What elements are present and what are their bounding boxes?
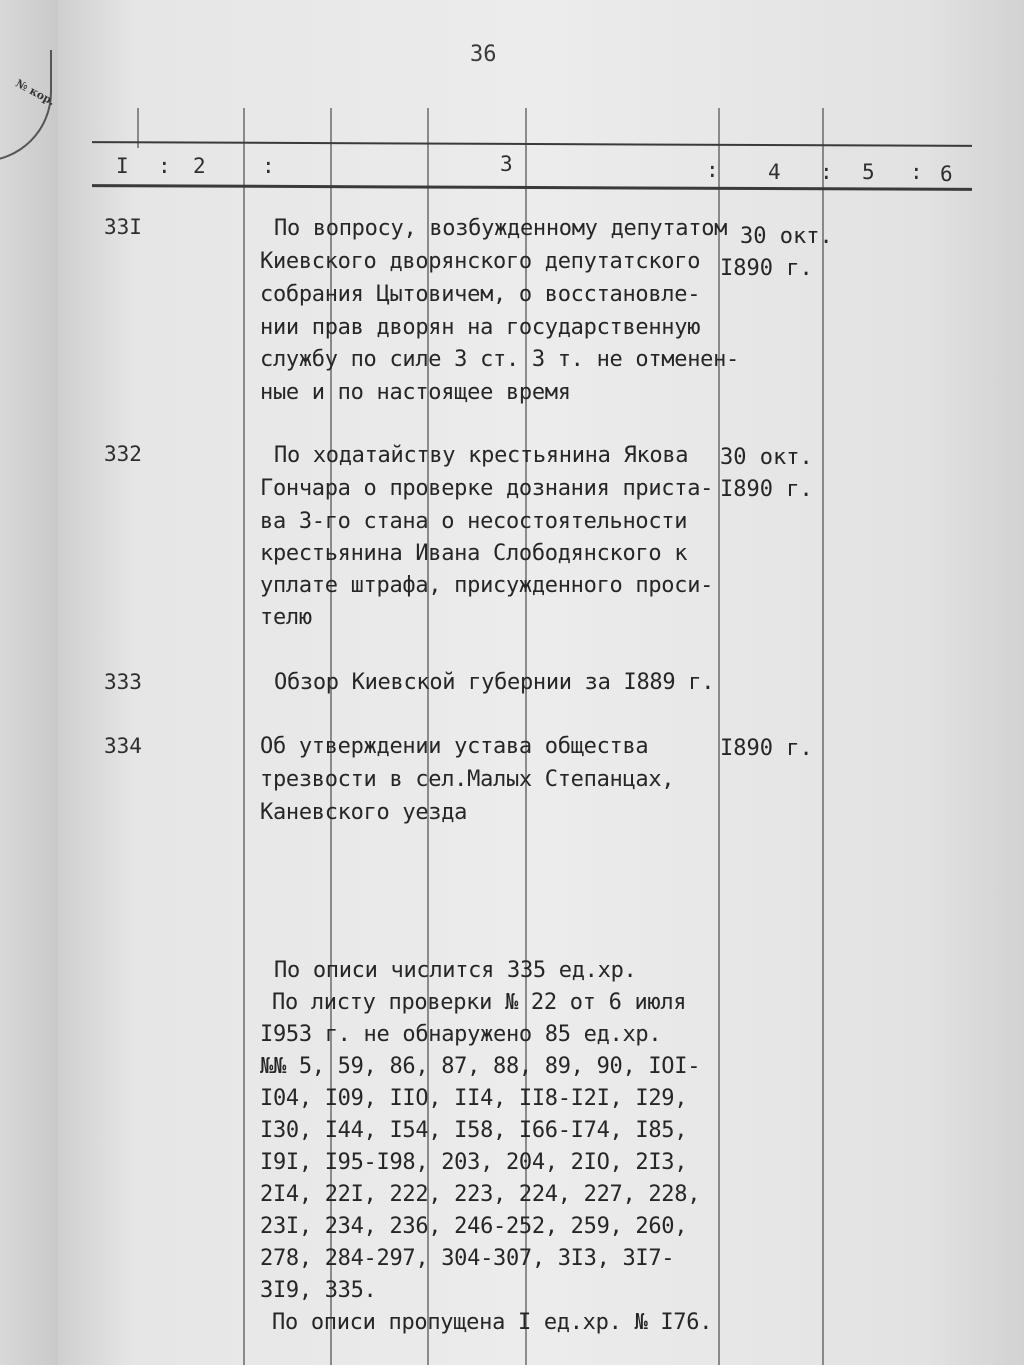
entry-number: 33I (104, 215, 142, 239)
entry-text-line: По вопросу, возбужденному депутатом (274, 216, 728, 241)
entry-number: 334 (104, 734, 142, 758)
entry-text-line: Об утверждении устава общества (260, 734, 649, 759)
entry-date: 30 окт. (740, 224, 833, 249)
entry-text-line: Обзор Киевской губернии за I889 г. (274, 670, 715, 695)
header-sep: : (706, 158, 719, 182)
header-col2: 2 (193, 154, 206, 178)
entry-date: I890 г. (720, 736, 813, 761)
entry-text-line: уплате штрафа, присужденного проси- (260, 573, 714, 598)
header-sep: : (820, 160, 833, 184)
entry-text-line: ные и по настоящее время (260, 380, 571, 405)
header-col4: 4 (768, 160, 781, 184)
entry-date: 30 окт. (720, 445, 813, 470)
summary-line: По описи пропущена I ед.хр. № I76. (272, 1310, 713, 1335)
header-col1: I (116, 154, 129, 178)
entry-text-line: Каневского уезда (260, 800, 468, 825)
entry-date: I890 г. (720, 256, 813, 281)
entry-text-line: телю (260, 605, 312, 630)
page-number: 36 (470, 42, 497, 67)
header-sep: : (158, 154, 171, 178)
summary-line: I04, I09, IIO, II4, II8-I2I, I29, (260, 1086, 688, 1111)
header-col3: 3 (500, 152, 513, 176)
summary-line: По описи числится 335 ед.хр. (274, 958, 637, 983)
column-divider (822, 108, 824, 1365)
summary-line: 2I4, 22I, 222, 223, 224, 227, 228, (260, 1182, 701, 1207)
header-col6: 6 (940, 162, 953, 186)
summary-line: 3I9, 335. (260, 1278, 377, 1303)
entry-text-line: Гончара о проверке дознания приста- (260, 476, 714, 501)
summary-line: 278, 284-297, 304-307, 3I3, 3I7- (260, 1246, 675, 1271)
entry-text-line: Киевского дворянского депутатского (260, 249, 701, 274)
summary-line: I953 г. не обнаружено 85 ед.хр. (260, 1022, 662, 1047)
header-col5: 5 (862, 160, 875, 184)
entry-text-line: ва 3-го стана о несостоятельности (260, 509, 688, 534)
header-sep: : (262, 154, 275, 178)
entry-date: I890 г. (720, 477, 813, 502)
margin-curve-decoration (0, 50, 52, 162)
summary-line: №№ 5, 59, 86, 87, 88, 89, 90, IOI- (260, 1054, 701, 1079)
header-sep: : (910, 160, 923, 184)
summary-line: I30, I44, I54, I58, I66-I74, I85, (260, 1118, 688, 1143)
summary-line: I9I, I95-I98, 203, 204, 2IO, 2I3, (260, 1150, 688, 1175)
entry-text-line: собрания Цытовичем, о восстановле- (260, 282, 701, 307)
column-divider (243, 108, 245, 1365)
entry-text-line: По ходатайству крестьянина Якова (274, 443, 689, 468)
entry-text-line: нии прав дворян на государственную (260, 315, 701, 340)
column-divider (137, 108, 139, 148)
summary-line: По листу проверки № 22 от 6 июля (272, 990, 687, 1015)
entry-number: 332 (104, 442, 142, 466)
entry-text-line: службу по силе 3 ст. 3 т. не отменен- (260, 347, 739, 372)
entry-number: 333 (104, 670, 142, 694)
adjacent-sheet-margin (0, 0, 60, 1365)
entry-text-line: крестьянина Ивана Слободянского к (260, 541, 688, 566)
margin-label: № кор. (13, 76, 58, 109)
entry-text-line: трезвости в сел.Малых Степанцах, (260, 767, 675, 792)
summary-line: 23I, 234, 236, 246-252, 259, 260, (260, 1214, 688, 1239)
